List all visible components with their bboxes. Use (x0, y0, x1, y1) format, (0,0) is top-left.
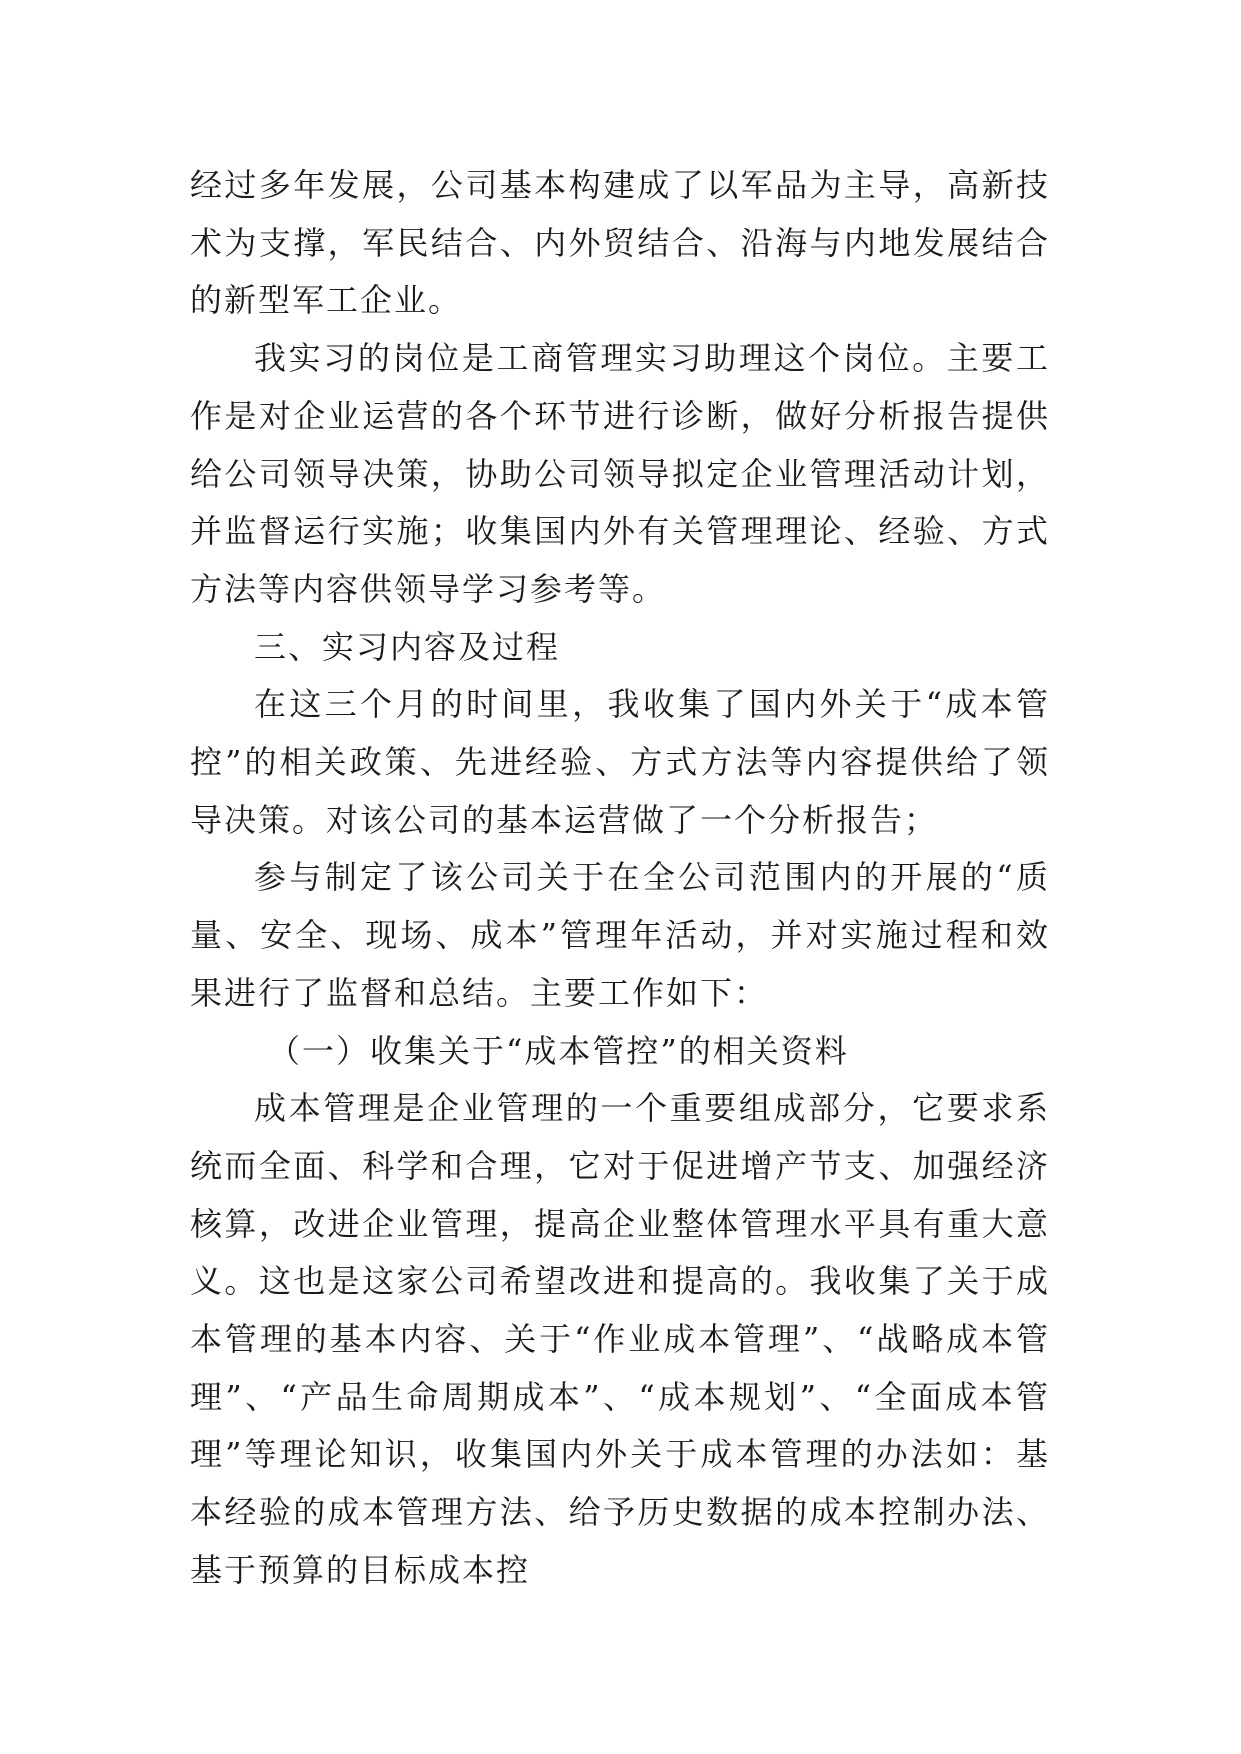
subsection-heading-cost-control: （一）收集关于“成本管控”的相关资料 (268, 1031, 849, 1070)
paragraph-internship-position: 我实习的岗位是工商管理实习助理这个岗位。主要工作是对企业运营的各个环节进行诊断，做好分析报告提供给公司领导决策，协助公司领导拟定企业管理活动计划，并监督运行实施；收集国内外有关管理理论、经验、方式方法等内容供领导学习参考等。 (190, 339, 1050, 608)
paragraph-management-year-activity: 参与制定了该公司关于在全公司范围内的开展的“质量、安全、现场、成本”管理年活动，并对实施过程和效果进行了监督和总结。主要工作如下： (190, 858, 1050, 1012)
document-body (190, 157, 1050, 1600)
paragraph-three-months-work: 在这三个月的时间里，我收集了国内外关于“成本管控”的相关政策、先进经验、方式方法等内容提供给了领导决策。对该公司的基本运营做了一个分析报告； (190, 685, 1050, 839)
section-heading-internship-content: 三、实习内容及过程 (254, 627, 561, 666)
paragraph-cost-management: 成本管理是企业管理的一个重要组成部分，它要求系统而全面、科学和合理，它对于促进增产节支、加强经济核算，改进企业管理，提高企业整体管理水平具有重大意义。这也是这家公司希望改进和提高的。我收集了关于成本管理的基本内容、关于“作业成本管理”、“战略成本管理”、“产品生命周期成本”、“成本规划”、“全面成本管理”等理论知识，收集国内外关于成本管理的办法如：基本经验的成本管理方法、给予历史数据的成本控制办法、基于预算的目标成本控 (190, 1089, 1050, 1589)
paragraph-company-overview: 经过多年发展，公司基本构建成了以军品为主导，高新技术为支撑，军民结合、内外贸结合、沿海与内地发展结合的新型军工企业。 (190, 166, 1050, 320)
